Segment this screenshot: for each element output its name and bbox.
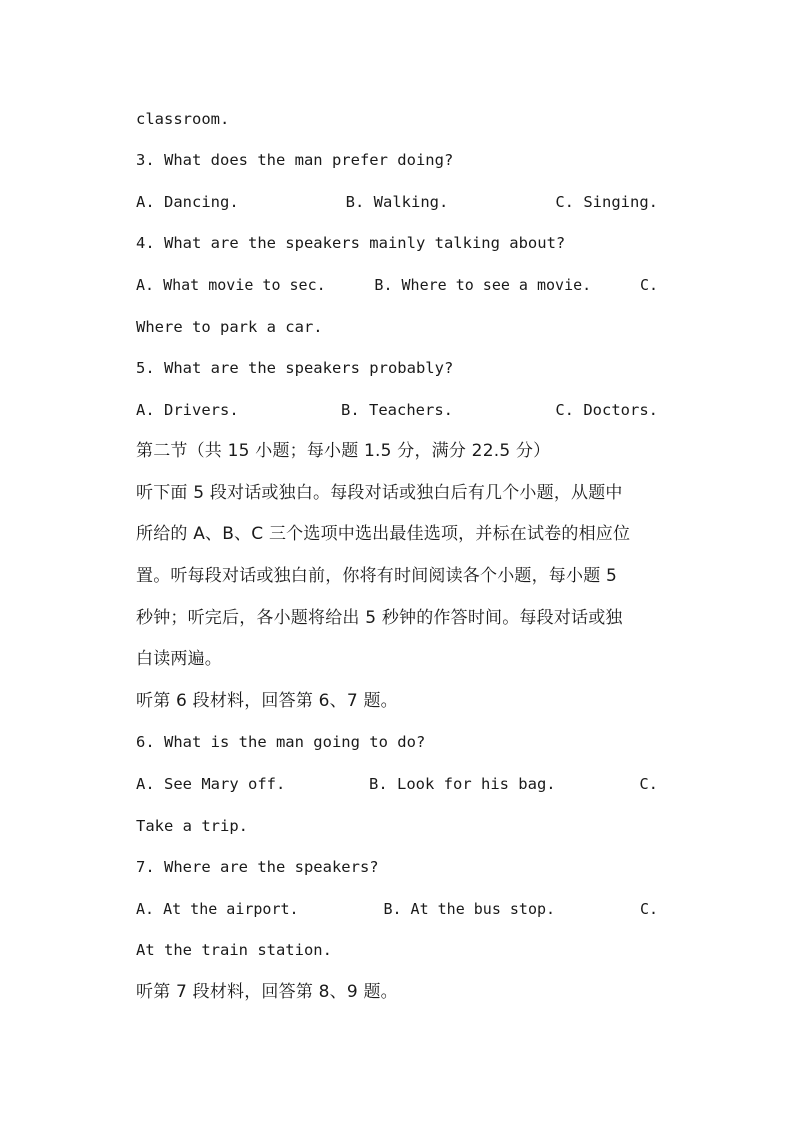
question-6-options xyxy=(136,772,658,796)
instruction-line: 所给的 A、B、C 三个选项中选出最佳选项，并标在试卷的相应位 xyxy=(136,524,631,544)
material-heading-7: 听第 7 段材料，回答第 8、9 题。 xyxy=(136,982,398,1002)
option-a: A. Dancing. xyxy=(136,193,239,211)
option-b: B. Walking. xyxy=(345,193,449,211)
option-c: C. Singing. xyxy=(555,193,658,211)
question-5-options xyxy=(136,398,658,422)
option-b: B. Where to see a movie. xyxy=(374,276,592,294)
question-7-options xyxy=(136,897,658,921)
section-heading: 第二节（共 15 小题；每小题 1.5 分，满分 22.5 分） xyxy=(136,441,551,461)
instruction-line: 秒钟；听完后，各小题将给出 5 秒钟的作答时间。每段对话或独 xyxy=(136,608,623,628)
option-b: B. At the bus stop. xyxy=(383,900,556,918)
option-c-continued: Where to park a car. xyxy=(136,318,323,336)
option-c: C. xyxy=(639,900,658,918)
question-6: 6. What is the man going to do? xyxy=(136,733,426,751)
option-c: C. xyxy=(639,775,658,793)
option-c: C. Doctors. xyxy=(555,401,658,419)
option-b: B. Look for his bag. xyxy=(369,775,556,793)
question-4: 4. What are the speakers mainly talking about? xyxy=(136,234,566,252)
instruction-line: 白读两遍。 xyxy=(136,649,222,669)
option-b: B. Teachers. xyxy=(341,401,453,419)
question-3: 3. What does the man prefer doing? xyxy=(136,151,454,169)
instruction-line: 听下面 5 段对话或独白。每段对话或独白后有几个小题，从题中 xyxy=(136,483,623,503)
option-a: A. What movie to sec. xyxy=(136,276,326,294)
question-5: 5. What are the speakers probably? xyxy=(136,359,454,377)
option-c-continued: Take a trip. xyxy=(136,817,248,835)
question-7: 7. Where are the speakers? xyxy=(136,858,379,876)
question-3-options xyxy=(136,190,658,214)
material-heading-6: 听第 6 段材料，回答第 6、7 题。 xyxy=(136,691,398,711)
instruction-line: 置。听每段对话或独白前，你将有时间阅读各个小题，每小题 5 xyxy=(136,566,618,586)
question-4-options xyxy=(136,273,658,297)
option-a: A. Drivers. xyxy=(136,401,239,419)
text-line: classroom. xyxy=(136,110,230,128)
option-c-continued: At the train station. xyxy=(136,941,332,959)
option-a: A. See Mary off. xyxy=(136,775,286,793)
option-a: A. At the airport. xyxy=(136,900,299,918)
option-c: C. xyxy=(639,276,658,294)
